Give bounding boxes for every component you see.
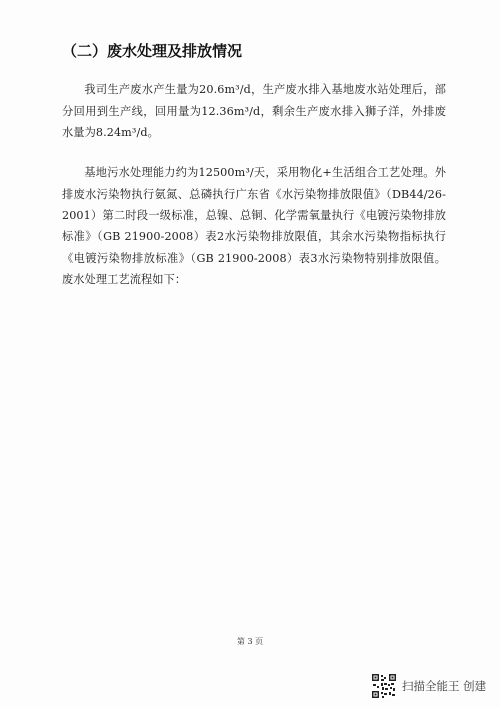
page-number: 第 3 页 xyxy=(236,637,264,646)
qr-code-icon xyxy=(372,674,396,698)
paragraph-treatment-standards: 基地污水处理能力约为12500m³/天，采用物化+生活组合工艺处理。外排废水污染物执行氨氮、总磷执行广东省《水污染物排放限值》（DB44/26-2001）第二时段一级标准，总镍、总铜、化学需氧量执行《电镀污染物排放标准》（GB 21900-2008）表2水污染物排放限值，其余水污染物指标执行《电镀污染物排放标准》（GB 21900-2008）表3水污染物特别排放限值。废水处理工艺流程如下： xyxy=(62,166,446,287)
scanner-watermark xyxy=(372,673,486,699)
watermark-text: 扫描全能王 创建 xyxy=(402,679,487,693)
paragraph-wastewater-volume: 我司生产废水产生量为20.6m³/d，生产废水排入基地废水站处理后，部分回用到生产线，回用量为12.36m³/d，剩余生产废水排入狮子洋，外排废水量为8.24m³/d。 xyxy=(62,83,446,139)
section-heading: （二）废水处理及排放情况 xyxy=(62,42,243,60)
